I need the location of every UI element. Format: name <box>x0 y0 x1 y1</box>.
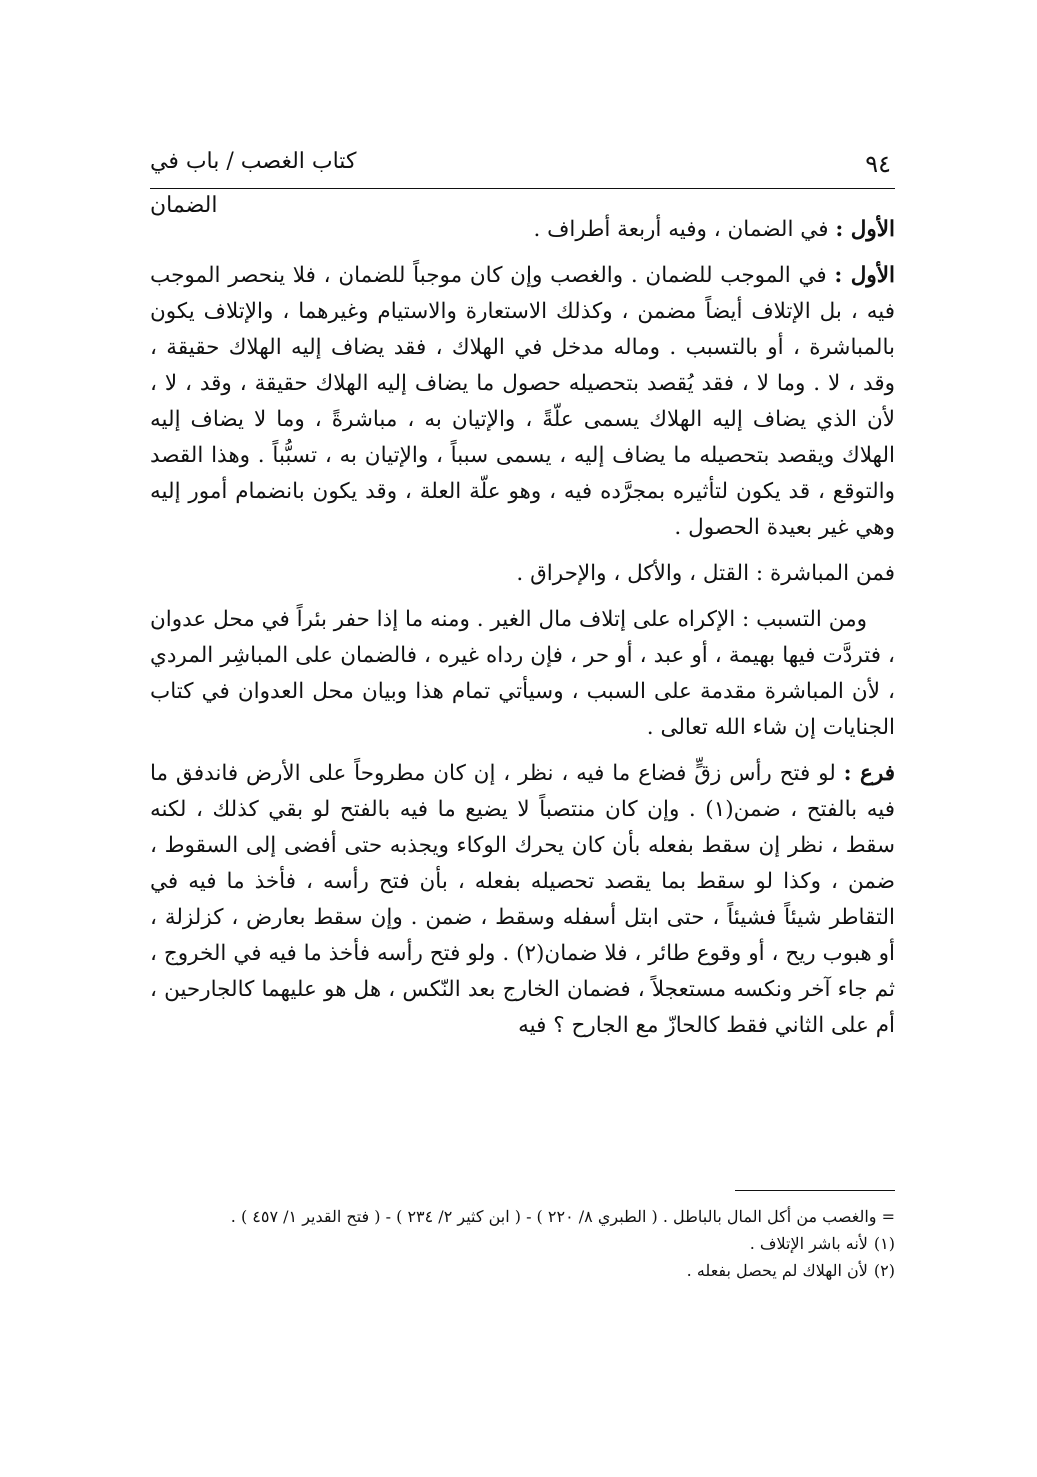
footnotes <box>150 1203 895 1284</box>
paragraph-3: فمن المباشرة : القتل ، والأكل ، والإحراق . <box>516 561 895 586</box>
footnote-1 <box>150 1230 895 1257</box>
footnote-2 <box>150 1257 895 1284</box>
paragraph-1 <box>150 212 895 248</box>
footnote-2-mark: (٢) <box>873 1261 895 1280</box>
page-number: ٩٤ <box>865 150 891 178</box>
main-text <box>150 212 895 1054</box>
paragraph-1-text: في الضمان ، وفيه أربعة أطراف . <box>533 217 836 242</box>
footnote-continuation: = والغصب من أكل المال بالباطل . ( الطبري ٨/ ٢٢٠ ) - ( ابن كثير ٢/ ٢٣٤ ) - ( فتح القدير ١/ ٤٥٧ ) . <box>230 1207 895 1226</box>
running-header <box>150 140 895 218</box>
footnote-1-mark: (١) <box>873 1234 895 1253</box>
paragraph-2-lead: الأول : <box>834 263 895 288</box>
header-divider <box>150 188 895 189</box>
footnote-2-text: لأن الهلاك لم يحصل بفعله . <box>686 1261 868 1280</box>
paragraph-5-lead: فرع : <box>843 761 895 786</box>
paragraph-2-text: في الموجب للضمان . والغصب وإن كان موجباً للضمان ، فلا ينحصر الموجب فيه ، بل الإتلاف أيضاً مضمن ، وكذلك الاستعارة والاستيام وغيرهما ، والإتلاف يكون بالمباشرة ، أو بالتسبب . وماله مدخل في الهلاك ، فقد يضاف إليه الهلاك حقيقة ، وقد ، لا . وما لا ، فقد يُقصد بتحصيله حصول ما يضاف إليه الهلاك حقيقة ، وقد ، لا ، لأن الذي يضاف إليه الهلاك يسمى علّةً ، والإتيان به ، مباشرةً ، وما لا يضاف إليه الهلاك ويقصد بتحصيله ما يضاف إليه ، يسمى سبباً ، والإتيان به ، تسبُّباً . وهذا القصد والتوقع ، قد يكون لتأثيره بمجرَّده فيه ، وهو علّة العلة ، وقد يكون بانضمام أمور إليه وهي غير بعيدة الحصول . <box>150 263 895 540</box>
paragraph-5-text: لو فتح رأس زقٍّ فضاع ما فيه ، نظر ، إن كان مطروحاً على الأرض فاندفق ما فيه بالفتح ، ضمن(١) . وإن كان منتصباً لا يضيع ما فيه بالفتح لو بقي كذلك ، لكنه سقط ، نظر إن سقط بفعله بأن كان يحرك الوكاء ويجذبه حتى أفضى إلى السقوط ، ضمن ، وكذا لو سقط بما يقصد تحصيله بفعله ، بأن فتح رأسه ، فأخذ ما فيه في التقاطر شيئاً فشيئاً ، حتى ابتل أسفله وسقط ، ضمن . وإن سقط بعارض ، كزلزلة ، أو هبوب ريح ، أو وقوع طائر ، فلا ضمان(٢) . ولو فتح رأسه فأخذ ما فيه في الخروج ، ثم جاء آخر ونكسه مستعجلاً ، فضمان الخارج بعد النّكس ، هل هو عليهما كالجارحين ، أم على الثاني فقط كالحازّ مع الجارح ؟ فيه <box>150 761 895 1038</box>
paragraph-4: ومن التسبب : الإكراه على إتلاف مال الغير . ومنه ما إذا حفر بئراً في محل عدوان ، فتردَّت فيها بهيمة ، أو عبد ، أو حر ، فإن رداه غيره ، فالضمان على المباشِر المردي ، لأن المباشرة مقدمة على السبب ، وسيأتي تمام هذا وبيان محل العدوان في كتاب الجنايات إن شاء الله تعالى . <box>150 607 895 740</box>
footnote-1-text: لأنه باشر الإتلاف . <box>749 1234 868 1253</box>
paragraph-5 <box>150 756 895 1044</box>
footnote-divider <box>735 1190 895 1191</box>
paragraph-1-lead: الأول : <box>835 217 895 242</box>
running-title: كتاب الغصب / باب في الضمان <box>150 149 357 218</box>
paragraph-2 <box>150 258 895 546</box>
